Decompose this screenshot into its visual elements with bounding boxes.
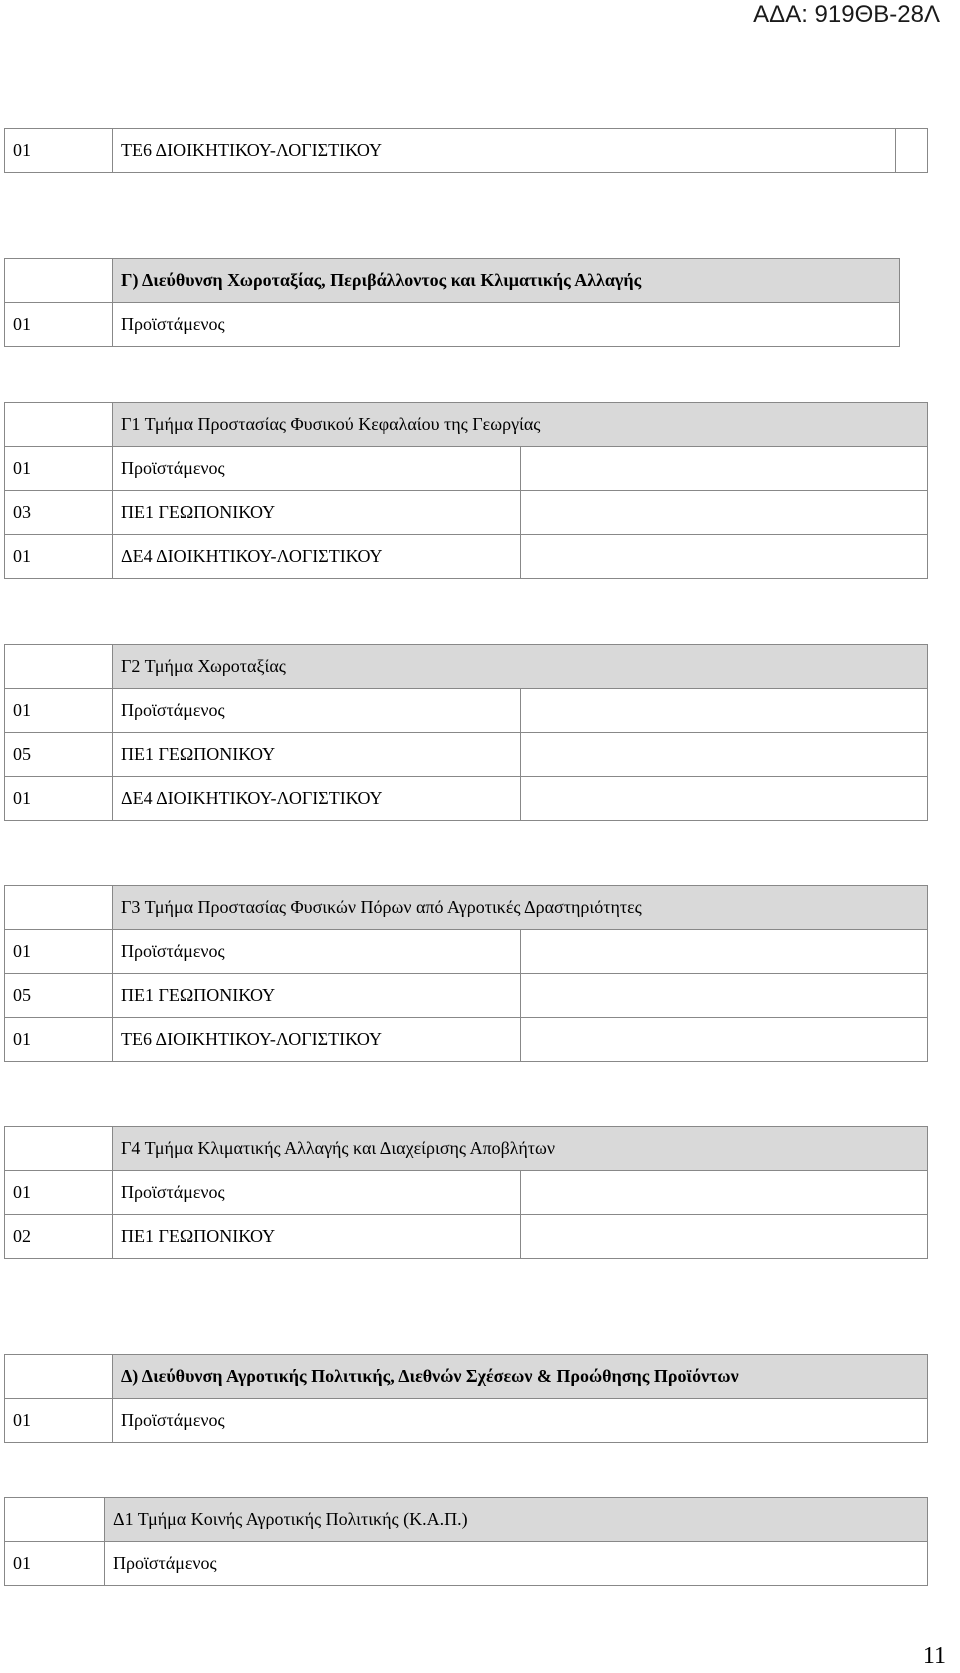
table-row xyxy=(5,777,928,821)
department-g4-table xyxy=(4,1126,928,1259)
empty-cell xyxy=(520,777,928,821)
position-count: 01 xyxy=(5,689,113,733)
department-heading: Γ3 Τμήμα Προστασίας Φυσικών Πόρων από Αγροτικές Δραστηριότητες xyxy=(113,886,928,930)
empty-cell xyxy=(520,447,928,491)
heading-row xyxy=(5,886,928,930)
empty-cell xyxy=(5,1498,105,1542)
ada-code: ΑΔΑ: 919ΘΒ-28Λ xyxy=(753,1,940,28)
position-title: ΔΕ4 ΔΙΟΙΚΗΤΙΚΟΥ-ΛΟΓΙΣΤΙΚΟΥ xyxy=(113,777,521,821)
table-row xyxy=(5,733,928,777)
empty-cell xyxy=(5,1127,113,1171)
position-count: 03 xyxy=(5,491,113,535)
table-row xyxy=(5,689,928,733)
table-row xyxy=(5,1542,928,1586)
table-row xyxy=(5,974,928,1018)
directorate-heading: Γ) Διεύθυνση Χωροταξίας, Περιβάλλοντος και Κλιματικής Αλλαγής xyxy=(113,259,900,303)
position-count: 01 xyxy=(5,303,113,347)
table-row xyxy=(5,535,928,579)
staff-table-te6 xyxy=(4,128,928,173)
directorate-heading: Δ) Διεύθυνση Αγροτικής Πολιτικής, Διεθνών Σχέσεων & Προώθησης Προϊόντων xyxy=(113,1355,928,1399)
empty-cell xyxy=(5,259,113,303)
position-title: ΤΕ6 ΔΙΟΙΚΗΤΙΚΟΥ-ΛΟΓΙΣΤΙΚΟΥ xyxy=(113,129,896,173)
empty-cell xyxy=(520,1171,928,1215)
position-title: Προϊστάμενος xyxy=(113,1171,521,1215)
table-row xyxy=(5,129,928,173)
empty-cell xyxy=(520,733,928,777)
position-title: ΠΕ1 ΓΕΩΠΟΝΙΚΟΥ xyxy=(113,1215,521,1259)
position-title: Προϊστάμενος xyxy=(113,447,521,491)
empty-cell xyxy=(520,535,928,579)
position-count: 01 xyxy=(5,447,113,491)
heading-row xyxy=(5,259,900,303)
position-count: 01 xyxy=(5,129,113,173)
empty-cell xyxy=(5,645,113,689)
table-row xyxy=(5,1018,928,1062)
position-count: 05 xyxy=(5,974,113,1018)
position-title: ΔΕ4 ΔΙΟΙΚΗΤΙΚΟΥ-ΛΟΓΙΣΤΙΚΟΥ xyxy=(113,535,521,579)
heading-row xyxy=(5,1355,928,1399)
empty-cell xyxy=(5,1355,113,1399)
table-row xyxy=(5,930,928,974)
page-number: 11 xyxy=(922,1643,946,1669)
department-d1-table xyxy=(4,1497,928,1586)
department-heading: Γ4 Τμήμα Κλιματικής Αλλαγής και Διαχείρισης Αποβλήτων xyxy=(113,1127,928,1171)
department-heading: Γ1 Τμήμα Προστασίας Φυσικού Κεφαλαίου της Γεωργίας xyxy=(113,403,928,447)
empty-cell xyxy=(520,930,928,974)
department-heading: Γ2 Τμήμα Χωροταξίας xyxy=(113,645,928,689)
heading-row xyxy=(5,403,928,447)
position-count: 01 xyxy=(5,1542,105,1586)
position-count: 02 xyxy=(5,1215,113,1259)
table-row xyxy=(5,303,900,347)
empty-cell xyxy=(520,1215,928,1259)
empty-cell xyxy=(520,974,928,1018)
empty-cell xyxy=(5,403,113,447)
empty-cell xyxy=(896,129,928,173)
position-title: ΤΕ6 ΔΙΟΙΚΗΤΙΚΟΥ-ΛΟΓΙΣΤΙΚΟΥ xyxy=(113,1018,521,1062)
position-count: 01 xyxy=(5,1399,113,1443)
department-g2-table xyxy=(4,644,928,821)
empty-cell xyxy=(5,886,113,930)
table-row xyxy=(5,1215,928,1259)
heading-row xyxy=(5,1498,928,1542)
table-row xyxy=(5,1399,928,1443)
position-title: ΠΕ1 ΓΕΩΠΟΝΙΚΟΥ xyxy=(113,733,521,777)
table-row xyxy=(5,1171,928,1215)
empty-cell xyxy=(520,1018,928,1062)
position-title: Προϊστάμενος xyxy=(113,1399,928,1443)
directorate-g-table xyxy=(4,258,900,347)
table-row xyxy=(5,491,928,535)
position-count: 01 xyxy=(5,1018,113,1062)
position-title: ΠΕ1 ΓΕΩΠΟΝΙΚΟΥ xyxy=(113,491,521,535)
department-g3-table xyxy=(4,885,928,1062)
position-title: Προϊστάμενος xyxy=(113,303,900,347)
heading-row xyxy=(5,645,928,689)
position-title: Προϊστάμενος xyxy=(113,689,521,733)
department-heading: Δ1 Τμήμα Κοινής Αγροτικής Πολιτικής (Κ.Α.Π.) xyxy=(105,1498,928,1542)
position-count: 05 xyxy=(5,733,113,777)
table-row xyxy=(5,447,928,491)
position-count: 01 xyxy=(5,930,113,974)
position-title: ΠΕ1 ΓΕΩΠΟΝΙΚΟΥ xyxy=(113,974,521,1018)
department-g1-table xyxy=(4,402,928,579)
heading-row xyxy=(5,1127,928,1171)
directorate-d-table xyxy=(4,1354,928,1443)
position-count: 01 xyxy=(5,535,113,579)
empty-cell xyxy=(520,689,928,733)
position-count: 01 xyxy=(5,777,113,821)
position-title: Προϊστάμενος xyxy=(105,1542,928,1586)
position-count: 01 xyxy=(5,1171,113,1215)
position-title: Προϊστάμενος xyxy=(113,930,521,974)
empty-cell xyxy=(520,491,928,535)
